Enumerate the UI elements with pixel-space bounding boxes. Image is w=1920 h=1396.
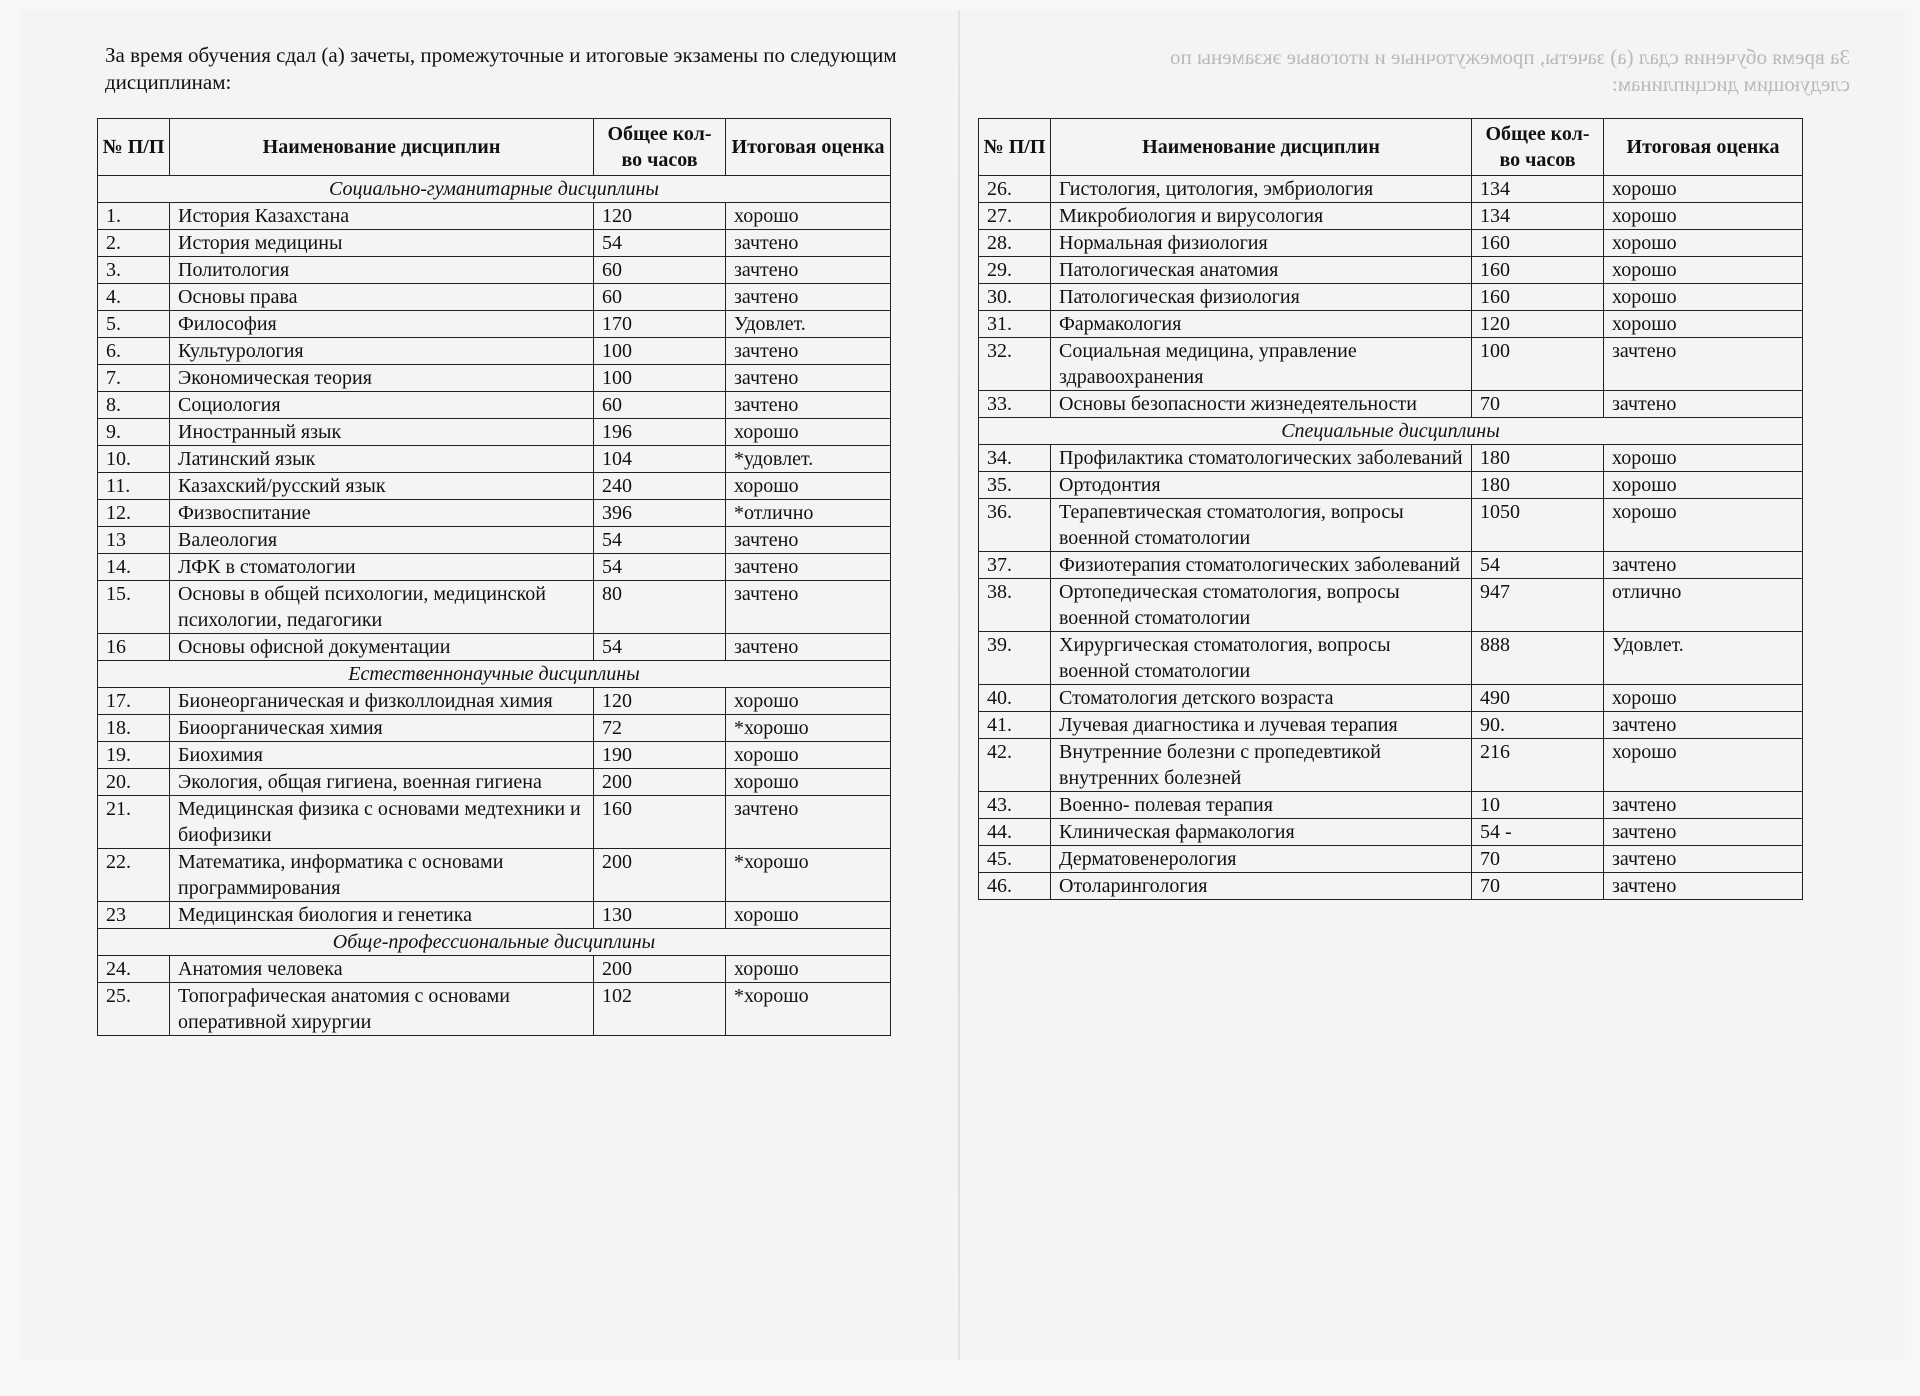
row-number: 32. [979, 338, 1051, 391]
discipline-name: Физиотерапия стоматологических заболеваний [1051, 552, 1472, 579]
total-hours: 130 [594, 902, 726, 929]
final-grade: зачтено [726, 554, 891, 581]
row-number: 14. [98, 554, 170, 581]
total-hours: 160 [1472, 284, 1604, 311]
table-row [979, 445, 1803, 472]
total-hours: 180 [1472, 445, 1604, 472]
total-hours: 54 [594, 554, 726, 581]
final-grade: хорошо [1604, 499, 1803, 552]
table-row [98, 446, 891, 473]
final-grade: зачтено [726, 257, 891, 284]
table-row [979, 203, 1803, 230]
total-hours: 100 [594, 338, 726, 365]
table-row [98, 500, 891, 527]
row-number: 37. [979, 552, 1051, 579]
final-grade: зачтено [726, 392, 891, 419]
table-row [979, 739, 1803, 792]
total-hours: 160 [1472, 257, 1604, 284]
row-number: 2. [98, 230, 170, 257]
table-row [979, 311, 1803, 338]
total-hours: 200 [594, 956, 726, 983]
final-grade: зачтено [1604, 552, 1803, 579]
total-hours: 200 [594, 769, 726, 796]
discipline-name: Отоларингология [1051, 873, 1472, 900]
discipline-name: Микробиология и вирусология [1051, 203, 1472, 230]
total-hours: 104 [594, 446, 726, 473]
row-number: 10. [98, 446, 170, 473]
table-row [98, 365, 891, 392]
section-title: Естественнонаучные дисциплины [98, 661, 891, 688]
discipline-name: Биохимия [170, 742, 594, 769]
discipline-name: Экология, общая гигиена, военная гигиена [170, 769, 594, 796]
discipline-name: Иностранный язык [170, 419, 594, 446]
total-hours: 180 [1472, 472, 1604, 499]
grades-table-right [978, 118, 1803, 900]
discipline-name: Патологическая физиология [1051, 284, 1472, 311]
table-row [98, 527, 891, 554]
discipline-name: ЛФК в стоматологии [170, 554, 594, 581]
discipline-name: Бионеорганическая и физколлоидная химия [170, 688, 594, 715]
final-grade: хорошо [726, 956, 891, 983]
discipline-name: Медицинская биология и генетика [170, 902, 594, 929]
row-number: 21. [98, 796, 170, 849]
final-grade: *хорошо [726, 983, 891, 1036]
table-row [979, 819, 1803, 846]
table-row [979, 873, 1803, 900]
row-number: 25. [98, 983, 170, 1036]
discipline-name: Социальная медицина, управление здравоохранения [1051, 338, 1472, 391]
total-hours: 70 [1472, 391, 1604, 418]
table-row [979, 338, 1803, 391]
final-grade: зачтено [1604, 338, 1803, 391]
discipline-name: Хирургическая стоматология, вопросы военной стоматологии [1051, 632, 1472, 685]
discipline-name: Биоорганическая химия [170, 715, 594, 742]
total-hours: 120 [1472, 311, 1604, 338]
row-number: 27. [979, 203, 1051, 230]
row-number: 3. [98, 257, 170, 284]
discipline-name: Медицинская физика с основами медтехники и биофизики [170, 796, 594, 849]
final-grade: хорошо [726, 769, 891, 796]
table-row [98, 392, 891, 419]
section-title: Специальные дисциплины [979, 418, 1803, 445]
final-grade: зачтено [726, 284, 891, 311]
total-hours: 490 [1472, 685, 1604, 712]
final-grade: *удовлет. [726, 446, 891, 473]
final-grade: хорошо [1604, 445, 1803, 472]
total-hours: 54 [594, 634, 726, 661]
final-grade: хорошо [726, 688, 891, 715]
final-grade: хорошо [726, 473, 891, 500]
table-row [98, 203, 891, 230]
total-hours: 134 [1472, 203, 1604, 230]
final-grade: хорошо [1604, 203, 1803, 230]
total-hours: 80 [594, 581, 726, 634]
section-row [98, 176, 891, 203]
intro-text: За время обучения сдал (а) зачеты, промежуточные и итоговые экзамены по следующим дисциплинам: [105, 43, 897, 94]
bleed-through-text: За время обучения сдал (а) зачеты, промежуточные и итоговые экзамены по следующим дисциплинам: [1169, 45, 1850, 96]
row-number: 44. [979, 819, 1051, 846]
final-grade: зачтено [726, 365, 891, 392]
final-grade: хорошо [726, 419, 891, 446]
row-number: 4. [98, 284, 170, 311]
table-row [98, 742, 891, 769]
final-grade: хорошо [726, 203, 891, 230]
table-row [98, 956, 891, 983]
row-number: 35. [979, 472, 1051, 499]
row-number: 45. [979, 846, 1051, 873]
row-number: 9. [98, 419, 170, 446]
table-row [98, 634, 891, 661]
header-num: № П/П [979, 119, 1051, 176]
row-number: 40. [979, 685, 1051, 712]
total-hours: 90. [1472, 712, 1604, 739]
discipline-name: Топографическая анатомия с основами оперативной хирургии [170, 983, 594, 1036]
row-number: 36. [979, 499, 1051, 552]
total-hours: 1050 [1472, 499, 1604, 552]
table-row [979, 792, 1803, 819]
final-grade: хорошо [1604, 739, 1803, 792]
total-hours: 54 - [1472, 819, 1604, 846]
final-grade: зачтено [1604, 819, 1803, 846]
discipline-name: Анатомия человека [170, 956, 594, 983]
total-hours: 240 [594, 473, 726, 500]
discipline-name: Культурология [170, 338, 594, 365]
header-grade: Итоговая оценка [726, 119, 891, 176]
table-row [979, 391, 1803, 418]
table-row [98, 849, 891, 902]
total-hours: 60 [594, 392, 726, 419]
row-number: 12. [98, 500, 170, 527]
row-number: 5. [98, 311, 170, 338]
discipline-name: Математика, информатика с основами программирования [170, 849, 594, 902]
total-hours: 170 [594, 311, 726, 338]
final-grade: зачтено [726, 581, 891, 634]
table-row [979, 230, 1803, 257]
table-row [98, 473, 891, 500]
row-number: 30. [979, 284, 1051, 311]
table-header-row [98, 119, 891, 176]
total-hours: 160 [594, 796, 726, 849]
final-grade: хорошо [1604, 176, 1803, 203]
row-number: 16 [98, 634, 170, 661]
final-grade: зачтено [1604, 873, 1803, 900]
table-row [979, 176, 1803, 203]
total-hours: 190 [594, 742, 726, 769]
discipline-name: Стоматология детского возраста [1051, 685, 1472, 712]
total-hours: 120 [594, 688, 726, 715]
row-number: 11. [98, 473, 170, 500]
final-grade: *отлично [726, 500, 891, 527]
final-grade: зачтено [726, 230, 891, 257]
discipline-name: Социология [170, 392, 594, 419]
discipline-name: Внутренние болезни с пропедевтикой внутренних болезней [1051, 739, 1472, 792]
table-row [98, 769, 891, 796]
total-hours: 60 [594, 257, 726, 284]
discipline-name: Ортопедическая стоматология, вопросы военной стоматологии [1051, 579, 1472, 632]
row-number: 18. [98, 715, 170, 742]
table-row [979, 632, 1803, 685]
final-grade: хорошо [1604, 472, 1803, 499]
row-number: 28. [979, 230, 1051, 257]
final-grade: отлично [1604, 579, 1803, 632]
table-row [98, 419, 891, 446]
total-hours: 947 [1472, 579, 1604, 632]
final-grade: зачтено [726, 796, 891, 849]
row-number: 24. [98, 956, 170, 983]
discipline-name: Дерматовенерология [1051, 846, 1472, 873]
table-row [98, 983, 891, 1036]
total-hours: 54 [594, 230, 726, 257]
table-row [979, 552, 1803, 579]
table-row [98, 257, 891, 284]
discipline-name: Гистология, цитология, эмбриология [1051, 176, 1472, 203]
discipline-name: Военно- полевая терапия [1051, 792, 1472, 819]
final-grade: зачтено [726, 634, 891, 661]
table-row [98, 715, 891, 742]
final-grade: хорошо [1604, 685, 1803, 712]
total-hours: 70 [1472, 846, 1604, 873]
final-grade: зачтено [1604, 792, 1803, 819]
total-hours: 396 [594, 500, 726, 527]
row-number: 22. [98, 849, 170, 902]
discipline-name: Клиническая фармакология [1051, 819, 1472, 846]
final-grade: хорошо [1604, 311, 1803, 338]
table-row [979, 257, 1803, 284]
table-row [98, 338, 891, 365]
row-number: 33. [979, 391, 1051, 418]
table-row [98, 284, 891, 311]
table-row [979, 472, 1803, 499]
discipline-name: Валеология [170, 527, 594, 554]
row-number: 34. [979, 445, 1051, 472]
discipline-name: Основы офисной документации [170, 634, 594, 661]
discipline-name: Основы права [170, 284, 594, 311]
table-row [979, 579, 1803, 632]
total-hours: 134 [1472, 176, 1604, 203]
total-hours: 72 [594, 715, 726, 742]
final-grade: хорошо [1604, 284, 1803, 311]
discipline-name: Лучевая диагностика и лучевая терапия [1051, 712, 1472, 739]
final-grade: хорошо [1604, 230, 1803, 257]
row-number: 7. [98, 365, 170, 392]
table-row [98, 796, 891, 849]
header-name: Наименование дисциплин [1051, 119, 1472, 176]
discipline-name: Фармакология [1051, 311, 1472, 338]
section-title: Социально-гуманитарные дисциплины [98, 176, 891, 203]
table-row [979, 685, 1803, 712]
discipline-name: Казахский/русский язык [170, 473, 594, 500]
final-grade: Удовлет. [1604, 632, 1803, 685]
row-number: 15. [98, 581, 170, 634]
final-grade: зачтено [1604, 846, 1803, 873]
header-name: Наименование дисциплин [170, 119, 594, 176]
table-row [979, 284, 1803, 311]
section-row [98, 929, 891, 956]
page-fold [958, 10, 960, 1360]
total-hours: 60 [594, 284, 726, 311]
final-grade: *хорошо [726, 715, 891, 742]
final-grade: хорошо [726, 902, 891, 929]
discipline-name: История Казахстана [170, 203, 594, 230]
final-grade: Удовлет. [726, 311, 891, 338]
discipline-name: Политология [170, 257, 594, 284]
discipline-name: Терапевтическая стоматология, вопросы военной стоматологии [1051, 499, 1472, 552]
section-row [98, 661, 891, 688]
row-number: 39. [979, 632, 1051, 685]
discipline-name: Профилактика стоматологических заболеваний [1051, 445, 1472, 472]
discipline-name: Нормальная физиология [1051, 230, 1472, 257]
table-row [98, 581, 891, 634]
total-hours: 196 [594, 419, 726, 446]
final-grade: зачтено [726, 527, 891, 554]
discipline-name: Основы в общей психологии, медицинской психологии, педагогики [170, 581, 594, 634]
table-row [98, 902, 891, 929]
row-number: 1. [98, 203, 170, 230]
discipline-name: Патологическая анатомия [1051, 257, 1472, 284]
table-row [979, 499, 1803, 552]
final-grade: *хорошо [726, 849, 891, 902]
final-grade: зачтено [1604, 391, 1803, 418]
table-header-row [979, 119, 1803, 176]
discipline-name: Физвоспитание [170, 500, 594, 527]
header-num: № П/П [98, 119, 170, 176]
row-number: 19. [98, 742, 170, 769]
discipline-name: Латинский язык [170, 446, 594, 473]
row-number: 31. [979, 311, 1051, 338]
total-hours: 102 [594, 983, 726, 1036]
final-grade: зачтено [726, 338, 891, 365]
table-row [979, 712, 1803, 739]
row-number: 46. [979, 873, 1051, 900]
discipline-name: Ортодонтия [1051, 472, 1472, 499]
row-number: 8. [98, 392, 170, 419]
discipline-name: Философия [170, 311, 594, 338]
row-number: 17. [98, 688, 170, 715]
total-hours: 160 [1472, 230, 1604, 257]
section-row [979, 418, 1803, 445]
total-hours: 216 [1472, 739, 1604, 792]
table-row [98, 230, 891, 257]
total-hours: 200 [594, 849, 726, 902]
total-hours: 70 [1472, 873, 1604, 900]
row-number: 43. [979, 792, 1051, 819]
table-row [979, 846, 1803, 873]
discipline-name: Основы безопасности жизнедеятельности [1051, 391, 1472, 418]
total-hours: 54 [1472, 552, 1604, 579]
row-number: 42. [979, 739, 1051, 792]
header-hours: Общее кол-во часов [594, 119, 726, 176]
row-number: 38. [979, 579, 1051, 632]
table-row [98, 688, 891, 715]
total-hours: 10 [1472, 792, 1604, 819]
header-hours: Общее кол-во часов [1472, 119, 1604, 176]
section-title: Обще-профессиональные дисциплины [98, 929, 891, 956]
row-number: 20. [98, 769, 170, 796]
final-grade: хорошо [726, 742, 891, 769]
total-hours: 100 [1472, 338, 1604, 391]
row-number: 23 [98, 902, 170, 929]
row-number: 6. [98, 338, 170, 365]
total-hours: 100 [594, 365, 726, 392]
row-number: 29. [979, 257, 1051, 284]
total-hours: 54 [594, 527, 726, 554]
header-grade: Итоговая оценка [1604, 119, 1803, 176]
total-hours: 888 [1472, 632, 1604, 685]
table-row [98, 554, 891, 581]
final-grade: хорошо [1604, 257, 1803, 284]
total-hours: 120 [594, 203, 726, 230]
row-number: 41. [979, 712, 1051, 739]
discipline-name: История медицины [170, 230, 594, 257]
discipline-name: Экономическая теория [170, 365, 594, 392]
table-row [98, 311, 891, 338]
row-number: 26. [979, 176, 1051, 203]
final-grade: зачтено [1604, 712, 1803, 739]
row-number: 13 [98, 527, 170, 554]
grades-table-left [97, 118, 891, 1036]
